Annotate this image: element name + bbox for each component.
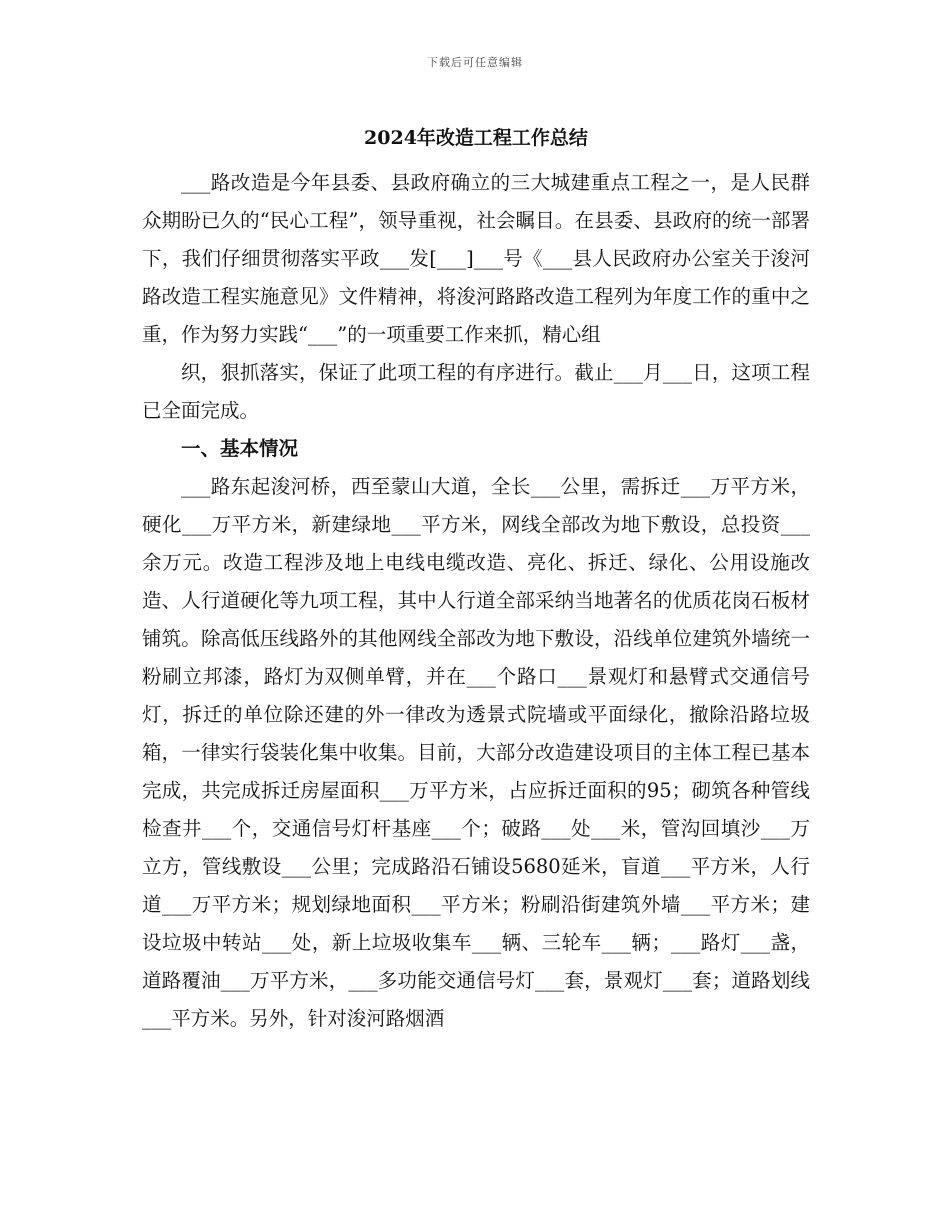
document-body (142, 122, 810, 1038)
document-title: 2024年改造工程工作总结 (364, 127, 588, 149)
section-heading-basic-situation: 一、基本情况 (181, 437, 299, 460)
intro-paragraph-continued: 织，狠抓落实，保证了此项工程的有序进行。截止___月___日，这项工程已全面完成。 (142, 361, 810, 422)
section-body-basic-situation: ___路东起浚河桥，西至蒙山大道，全长___公里，需拆迁___万平方米，硬化___万平方米，新建绿地___平方米，网线全部改为地下敷设，总投资___余万元。改造工程涉及地上电线电缆改造、亮化、拆迁、绿化、公用设施改造、人行道硬化等九项工程，其中人行道全部采纳当地著名的优质花岗石板材铺筑。除高低压线路外的其他网线全部改为地下敷设，沿线单位建筑外墙统一粉刷立邦漆，路灯为双侧单臂，并在___个路口___景观灯和悬臂式交通信号灯，拆迁的单位除还建的外一律改为透景式院墙或平面绿化，撤除沿路垃圾箱，一律实行袋装化集中收集。目前，大部分改造建设项目的主体工程已基本完成，共完成拆迁房屋面积___万平方米，占应拆迁面积的95；砌筑各种管线检查井___个，交通信号灯杆基座___个；破路___处___米，管沟回填沙___万立方，管线敷设___公里；完成路沿石铺设5680延米，盲道___平方米，人行道___万平方米；规划绿地面积___平方米；粉刷沿街建筑外墙___平方米；建设垃圾中转站___处，新上垃圾收集车___辆、三轮车___辆；___路灯___盏，道路覆油___万平方米，___多功能交通信号灯___套，景观灯___套；道路划线___平方米。另外，针对浚河路烟酒 (142, 475, 810, 1030)
intro-paragraph: ___路改造是今年县委、县政府确立的三大城建重点工程之一，是人民群众期盼已久的“民心工程”，领导重视，社会瞩目。在县委、县政府的统一部署下，我们仔细贯彻落实平政___发[___]___号《___县人民政府办公室关于浚河路改造工程实施意见》文件精神，将浚河路路改造工程列为年度工作的重中之重，作为努力实践“___”的一项重要工作来抓，精心组 (142, 171, 810, 346)
page-header-note: 下载后可任意编辑 (427, 56, 523, 69)
